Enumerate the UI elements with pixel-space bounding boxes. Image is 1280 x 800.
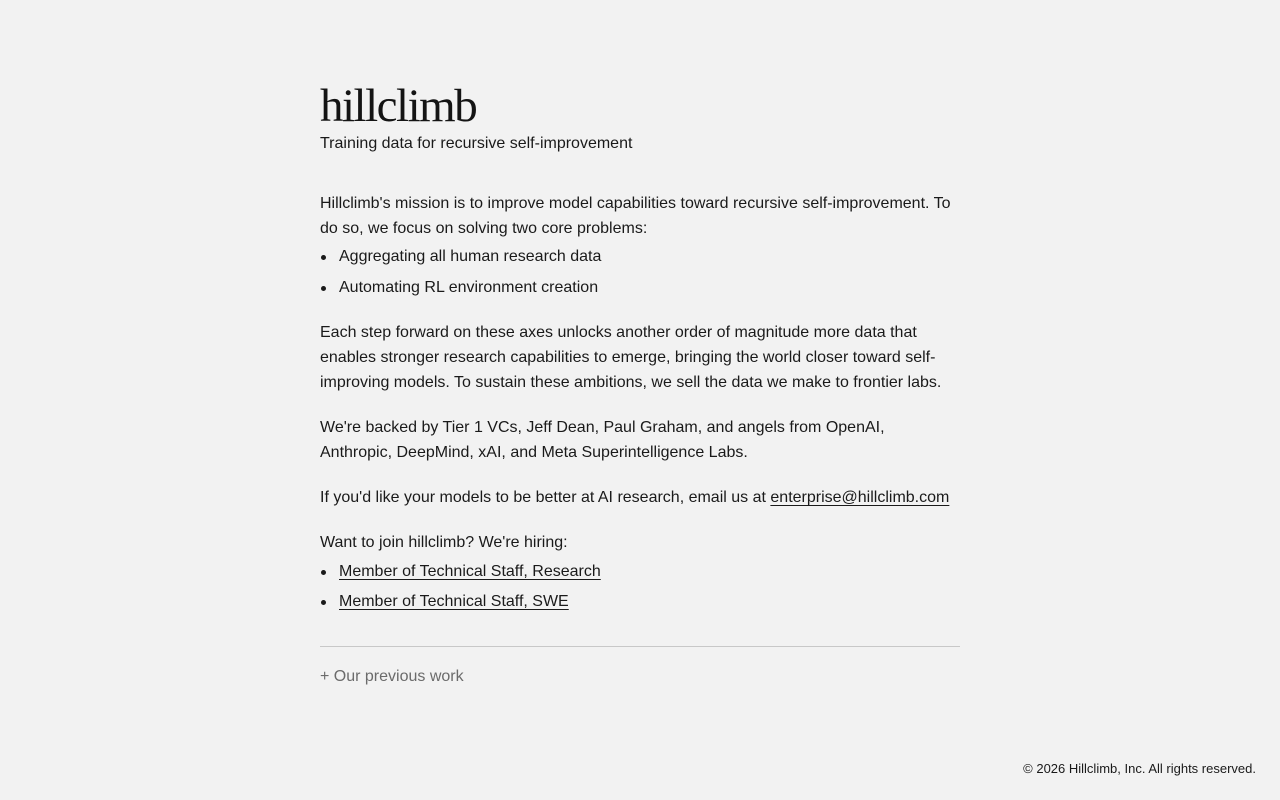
job-item-research (320, 559, 960, 584)
previous-work-toggle[interactable]: + Our previous work (320, 668, 464, 685)
tagline: Training data for recursive self-improvement (320, 135, 633, 152)
footer-copyright: © 2026 Hillclimb, Inc. All rights reserved. (1023, 761, 1256, 776)
step-forward-paragraph: Each step forward on these axes unlocks another order of magnitude more data that enables stronger research capabilities to emerge, bringing the world closer toward self-improving models. To sustain these ambitions, we sell the data we make to frontier labs. (320, 324, 942, 391)
hiring-intro: Want to join hillclimb? We're hiring: (320, 534, 568, 551)
email-link[interactable]: enterprise@hillclimb.com (770, 489, 950, 506)
job-item-swe (320, 589, 960, 614)
jobs-list (320, 559, 960, 614)
main-content (320, 82, 960, 689)
list-item: Aggregating all human research data (320, 244, 960, 269)
backers-paragraph: We're backed by Tier 1 VCs, Jeff Dean, Paul Graham, and angels from OpenAI, Anthropic, DeepMind, xAI, and Meta Superintelligence Labs. (320, 419, 885, 461)
logo-wordmark: hillclimb (320, 80, 477, 132)
mission-intro: Hillclimb's mission is to improve model capabilities toward recursive self-improvement. To do so, we focus on solving two core problems: (320, 195, 951, 237)
core-problems-list (320, 244, 960, 300)
divider (320, 646, 960, 647)
list-item: Automating RL environment creation (320, 275, 960, 300)
job-link-research[interactable]: Member of Technical Staff, Research (339, 563, 601, 580)
job-link-swe[interactable]: Member of Technical Staff, SWE (339, 593, 569, 610)
contact-text: If you'd like your models to be better at AI research, email us at (320, 489, 771, 506)
contact-paragraph (320, 485, 960, 510)
